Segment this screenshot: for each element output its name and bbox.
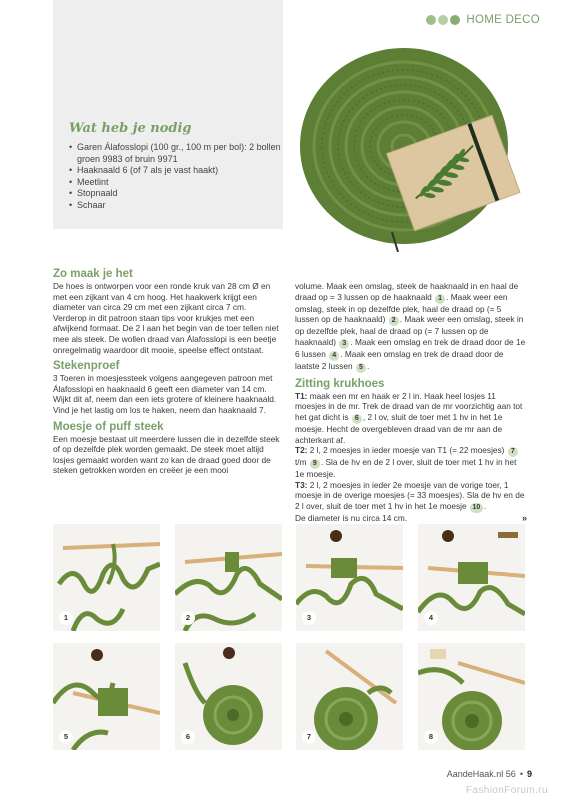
photo-badge: 7 — [302, 730, 316, 744]
round-1-paragraph — [295, 391, 527, 445]
materials-box — [53, 0, 283, 229]
text-run: maak een mr en haak er 2 l in. Haak heel losjes 11 moesjes in de mr. Trek de draad van de mr voorzichtig aan tot het gat dicht is — [295, 390, 523, 422]
round-2-paragraph — [295, 445, 527, 480]
step-photo-8 — [418, 643, 525, 750]
materials-list — [69, 142, 281, 211]
photo-badge: 8 — [424, 730, 438, 744]
step-badge: 6 — [352, 414, 362, 424]
step-photo-2 — [175, 524, 282, 631]
round-3-paragraph — [295, 480, 527, 513]
list-item: • Haaknaald 6 (of 7 als je vast haakt) — [69, 165, 281, 177]
step-photo-3 — [296, 524, 403, 631]
text-run: volume. Maak een omslag, steek de haaknaald in en haal de draad op = 3 lussen op de haaknaald — [295, 281, 519, 302]
step-badge: 10 — [470, 503, 483, 513]
step-photo-7 — [296, 643, 403, 750]
list-item: • Stopnaald — [69, 188, 281, 200]
header-dots — [426, 15, 460, 25]
photo-badge: 2 — [181, 611, 195, 625]
hero-photo — [300, 36, 540, 252]
text-run: . — [366, 360, 370, 371]
footer-site: AandeHaak.nl 56 — [446, 769, 516, 779]
list-item: • Garen Álafosslopi (100 gr., 100 m per bol): 2 bollen groen 9983 of bruin 9971 — [69, 142, 281, 165]
step-badge: 4 — [329, 351, 339, 361]
text-run: 2 l, 2 moesjes in ieder 2e moesje van de vorige toer, 1 moesje in de overige moesjes (= 33 moesjes). Sla de hv en de 2 l over, sluit de toer met 1 hv in het 1e moesje — [295, 479, 525, 511]
footer-bullet: • — [519, 769, 523, 779]
step-photo-4 — [418, 524, 525, 631]
watermark: FashionForum.ru — [465, 785, 548, 796]
round-label: T3: — [295, 479, 308, 490]
step-badge: 7 — [508, 447, 518, 457]
section-title-gauge: Stekenproef — [53, 360, 120, 373]
text-run: . Maak weer een omslag, steek in op dezelfde plek, haal de draad op (= 7 lussen op de haaknaald) — [295, 314, 524, 347]
continue-arrow-icon: » — [521, 512, 527, 523]
section-title-intro: Zo maak je het — [53, 268, 133, 280]
materials-title: Wat heb je nodig — [69, 121, 192, 136]
dot-icon — [426, 15, 436, 25]
section-title-puff: Moesje of puff steek — [53, 420, 164, 433]
page-footer — [447, 769, 532, 779]
text-column-right — [295, 281, 527, 524]
intro-paragraph: De hoes is ontworpen voor een ronde kruk van 28 cm Ø en met een zijkant van 4 cm hoog. Het haakwerk krijgt een diameter van circa 29 cm met een zijkant circa 7 cm. Verderop in dit patroon staan tips voor krukjes met een afwijkend formaat. De 2 l aan het begin van de toer tellen niet mee als steek. De wollen draad van Álafosslopi is een beetje onregelmatig waardoor dit mooie, speelse effect ontstaat. — [53, 281, 279, 355]
photo-badge: 5 — [59, 730, 73, 744]
round-label: T2: — [295, 445, 308, 456]
step-badge: 9 — [310, 459, 320, 469]
text-run: , 2 l ov, sluit de toer met 1 hv in het 1e moesje. Hecht de overgebleven draad van de mr aan de achterkant af. — [295, 411, 503, 445]
round-label: T1: — [295, 390, 308, 401]
page-header — [426, 14, 540, 26]
step-photo-5 — [53, 643, 160, 750]
list-item: • Schaar — [69, 200, 281, 212]
puff-continued-paragraph — [295, 281, 527, 373]
category-label: HOME DECO — [466, 14, 540, 26]
text-run: 2 l, 2 moesjes in ieder moesje van T1 (= 22 moesjes) — [307, 445, 505, 456]
section-title-seat: Zitting krukhoes — [295, 377, 385, 390]
step-badge: 1 — [435, 294, 445, 304]
text-run: . Maak weer een omslag, steek in op dezelfde plek, haal de draad op (= 5 lussen op de haaknaald) — [295, 291, 508, 325]
photo-badge: 3 — [302, 611, 316, 625]
text-run: . Maak een omslag en trek de draad door de laatste 2 lussen — [295, 348, 504, 371]
text-run: . Sla de hv en de 2 l over, sluit de toer met 1 hv in het 1e moesje. — [295, 457, 517, 480]
photo-badge: 6 — [181, 730, 195, 744]
step-badge: 3 — [339, 339, 349, 349]
text-column-left — [53, 268, 281, 476]
diameter-note: De diameter is nu circa 14 cm. — [295, 512, 408, 523]
photo-badge: 1 — [59, 611, 73, 625]
list-item: • Meetlint — [69, 177, 281, 189]
page-number: 9 — [526, 769, 532, 779]
step-badge: 5 — [356, 363, 366, 373]
gauge-paragraph: 3 Toeren in moesjessteek volgens aangegeven patroon met Álafosslopi en haaknaald 6 geeft een diameter van 14 cm. Wijkt dit af, neem dan een iets grotere of kleinere haaknaald. Vind je het lastig om los te haken, neem dan haaknaald 7. — [53, 373, 277, 415]
text-run: . Maak een omslag en trek de draad door de 1e 6 lussen — [295, 336, 526, 359]
dot-icon — [450, 15, 460, 25]
step-badge: 2 — [389, 316, 399, 326]
step-photo-1 — [53, 524, 160, 631]
photo-badge: 4 — [424, 611, 438, 625]
dot-icon — [438, 15, 448, 25]
puff-paragraph: Een moesje bestaat uit meerdere lussen die in dezelfde steek of op dezelfde plek worden gemaakt. De steek moet altijd losjes gemaakt worden want zo kan de draad goed door de steken getrokken worden en creëer je een mooi — [53, 433, 280, 476]
text-run: t/m — [295, 457, 307, 468]
step-photo-6 — [175, 643, 282, 750]
text-run: . — [483, 500, 487, 511]
